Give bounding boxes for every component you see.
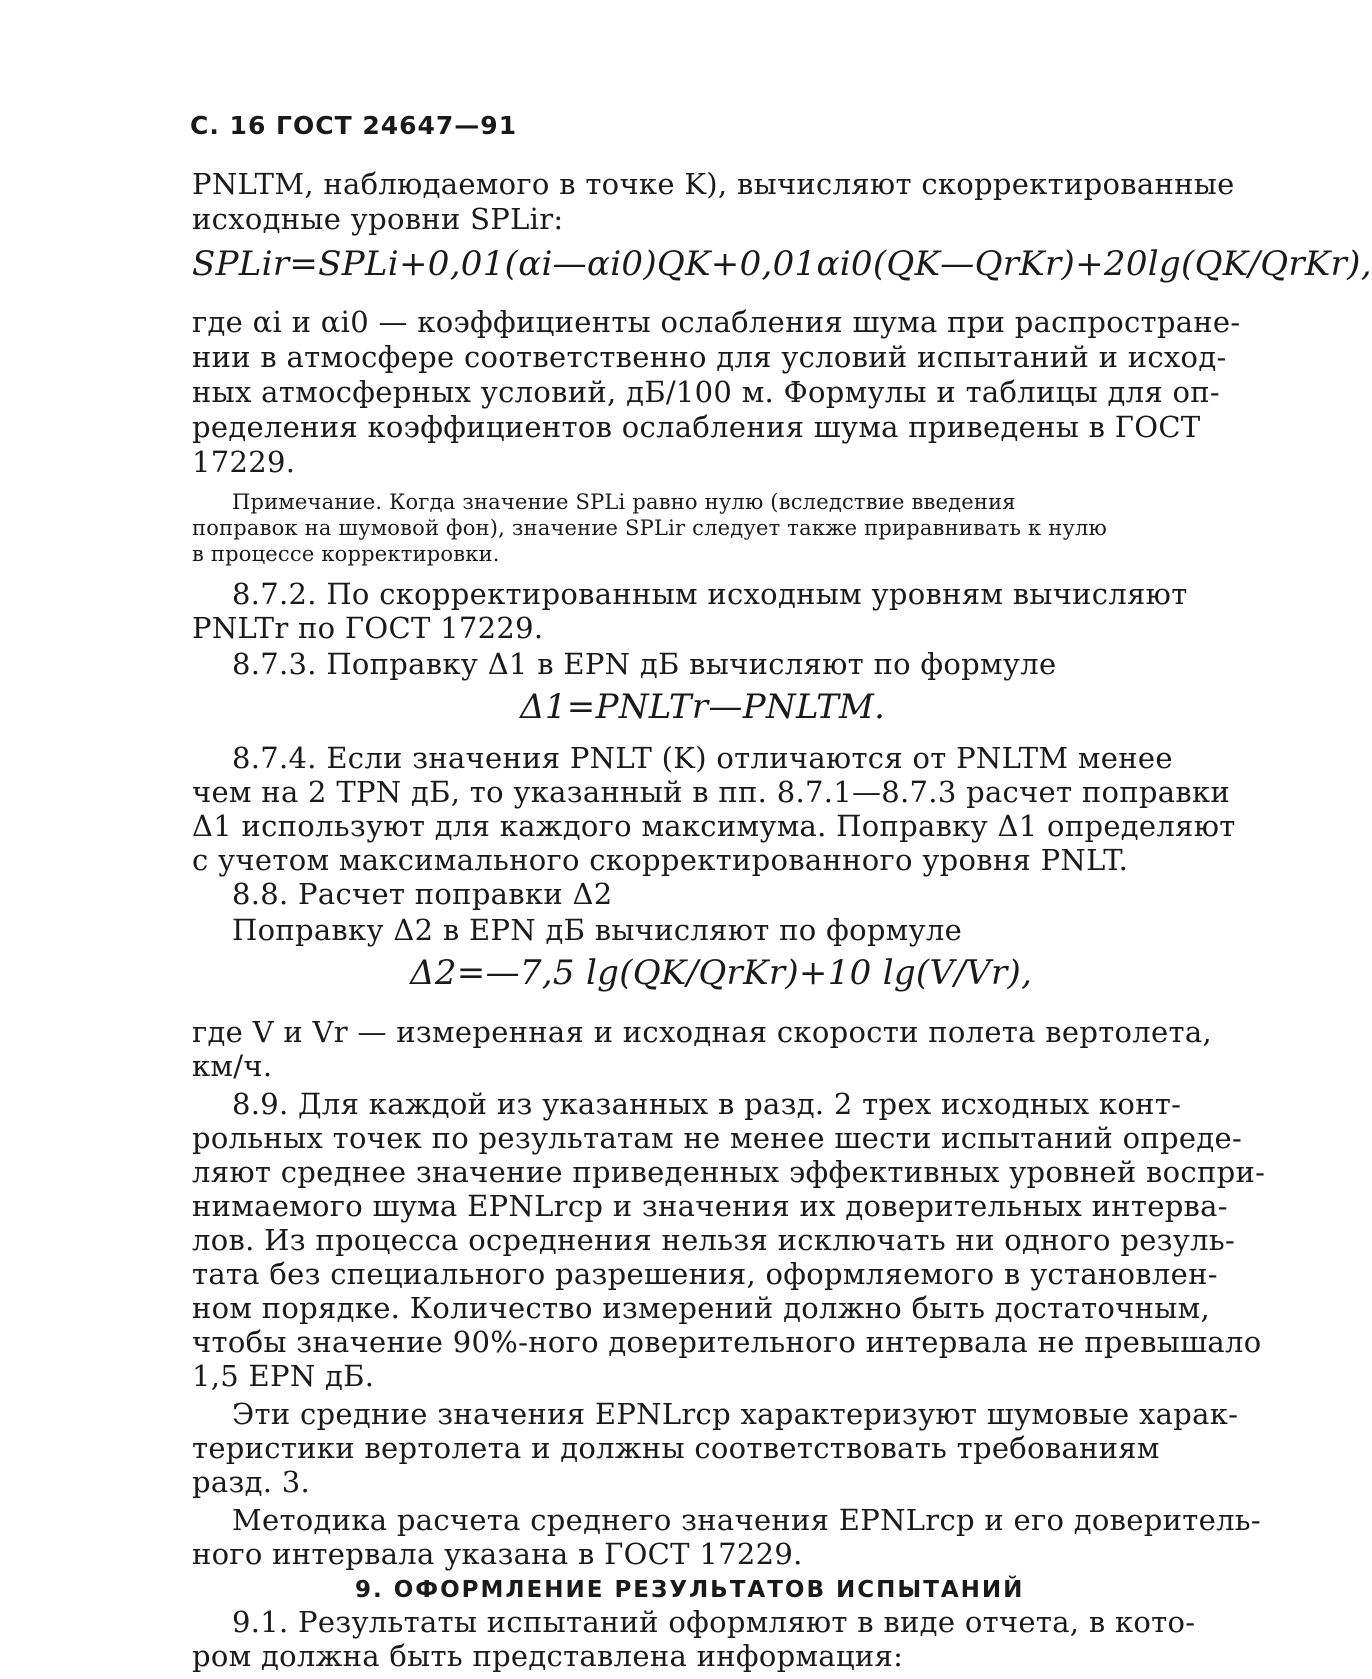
note-line: поправок на шумовой фон), значение SPLir следует также приравнивать к нулю: [192, 516, 1108, 540]
text-line: где V и Vr — измеренная и исходная скорости полета вертолета,: [192, 1015, 1212, 1049]
text-line: ном порядке. Количество измерений должно быть достаточным,: [192, 1291, 1211, 1325]
text-line: теристики вертолета и должны соответствовать требованиям: [192, 1431, 1160, 1465]
text-line: ром должна быть представлена информация:: [192, 1639, 904, 1673]
text-line: км/ч.: [192, 1049, 273, 1083]
text-line: лов. Из процесса осреднения нельзя исключать ни одного резуль-: [192, 1223, 1236, 1257]
section-heading: 9. ОФОРМЛЕНИЕ РЕЗУЛЬТАТОВ ИСПЫТАНИЙ: [355, 1577, 1025, 1603]
note-line: в процессе корректировки.: [192, 542, 500, 566]
text-line: 17229.: [192, 445, 296, 479]
text-line: PNLTr по ГОСТ 17229.: [192, 611, 544, 645]
text-line: Поправку Δ2 в EPN дБ вычисляют по формуле: [232, 913, 963, 947]
text-line: чтобы значение 90%-ного доверительного интервала не превышало: [192, 1325, 1262, 1359]
text-line: ных атмосферных условий, дБ/100 м. Формулы и таблицы для оп-: [192, 375, 1220, 409]
text-line: нимаемого шума EPNLrср и значения их доверительных интерва-: [192, 1189, 1228, 1223]
text-line: тата без специального разрешения, оформляемого в установлен-: [192, 1257, 1218, 1291]
text-line: ного интервала указана в ГОСТ 17229.: [192, 1537, 803, 1571]
page-header: С. 16 ГОСТ 24647—91: [190, 111, 518, 140]
note-line: Примечание. Когда значение SPLi равно нулю (вследствие введения: [232, 490, 1016, 514]
text-line: исходные уровни SPLir:: [192, 202, 564, 236]
text-line: 8.9. Для каждой из указанных в разд. 2 трех исходных конт-: [232, 1087, 1182, 1121]
text-line: разд. 3.: [192, 1465, 311, 1499]
text-line: с учетом максимального скорректированного уровня PNLT.: [192, 843, 1129, 877]
text-line: ределения коэффициентов ослабления шума приведены в ГОСТ: [192, 410, 1201, 444]
text-line: 1,5 EPN дБ.: [192, 1359, 375, 1393]
text-line: нии в атмосфере соответственно для условий испытаний и исход-: [192, 340, 1227, 374]
text-line: 9.1. Результаты испытаний оформляют в виде отчета, в кото-: [232, 1605, 1196, 1639]
subsection-heading: 8.8. Расчет поправки Δ2: [232, 877, 613, 911]
text-line: ляют среднее значение приведенных эффективных уровней воспри-: [192, 1155, 1266, 1189]
text-line: где αi и αi0 — коэффициенты ослабления шума при распростране-: [192, 305, 1241, 339]
text-line: 8.7.3. Поправку Δ1 в EPN дБ вычисляют по формуле: [232, 647, 1057, 681]
text-line: PNLTM, наблюдаемого в точке K), вычисляют скорректированные: [192, 167, 1235, 201]
text-line: Эти средние значения EPNLrср характеризуют шумовые харак-: [232, 1397, 1239, 1431]
formula-delta1: Δ1=PNLTr—PNLTM.: [520, 687, 886, 727]
text-line: 8.7.2. По скорректированным исходным уровням вычисляют: [232, 577, 1188, 611]
text-line: чем на 2 TPN дБ, то указанный в пп. 8.7.1—8.7.3 расчет поправки: [192, 775, 1231, 809]
formula-spl-corrected: SPLir=SPLi+0,01(αi—αi0)QK+0,01αi0(QK—QrKr)+20lg(QK/QrKr),: [192, 244, 1372, 284]
formula-delta2: Δ2=—7,5 lg(QK/QrKr)+10 lg(V/Vr),: [410, 953, 1033, 993]
text-line: Δ1 используют для каждого максимума. Поправку Δ1 определяют: [192, 809, 1236, 843]
text-line: 8.7.4. Если значения PNLT (K) отличаются от PNLTM менее: [232, 741, 1173, 775]
text-line: Методика расчета среднего значения EPNLrср и его доверитель-: [232, 1503, 1261, 1537]
text-line: рольных точек по результатам не менее шести испытаний опреде-: [192, 1121, 1243, 1155]
